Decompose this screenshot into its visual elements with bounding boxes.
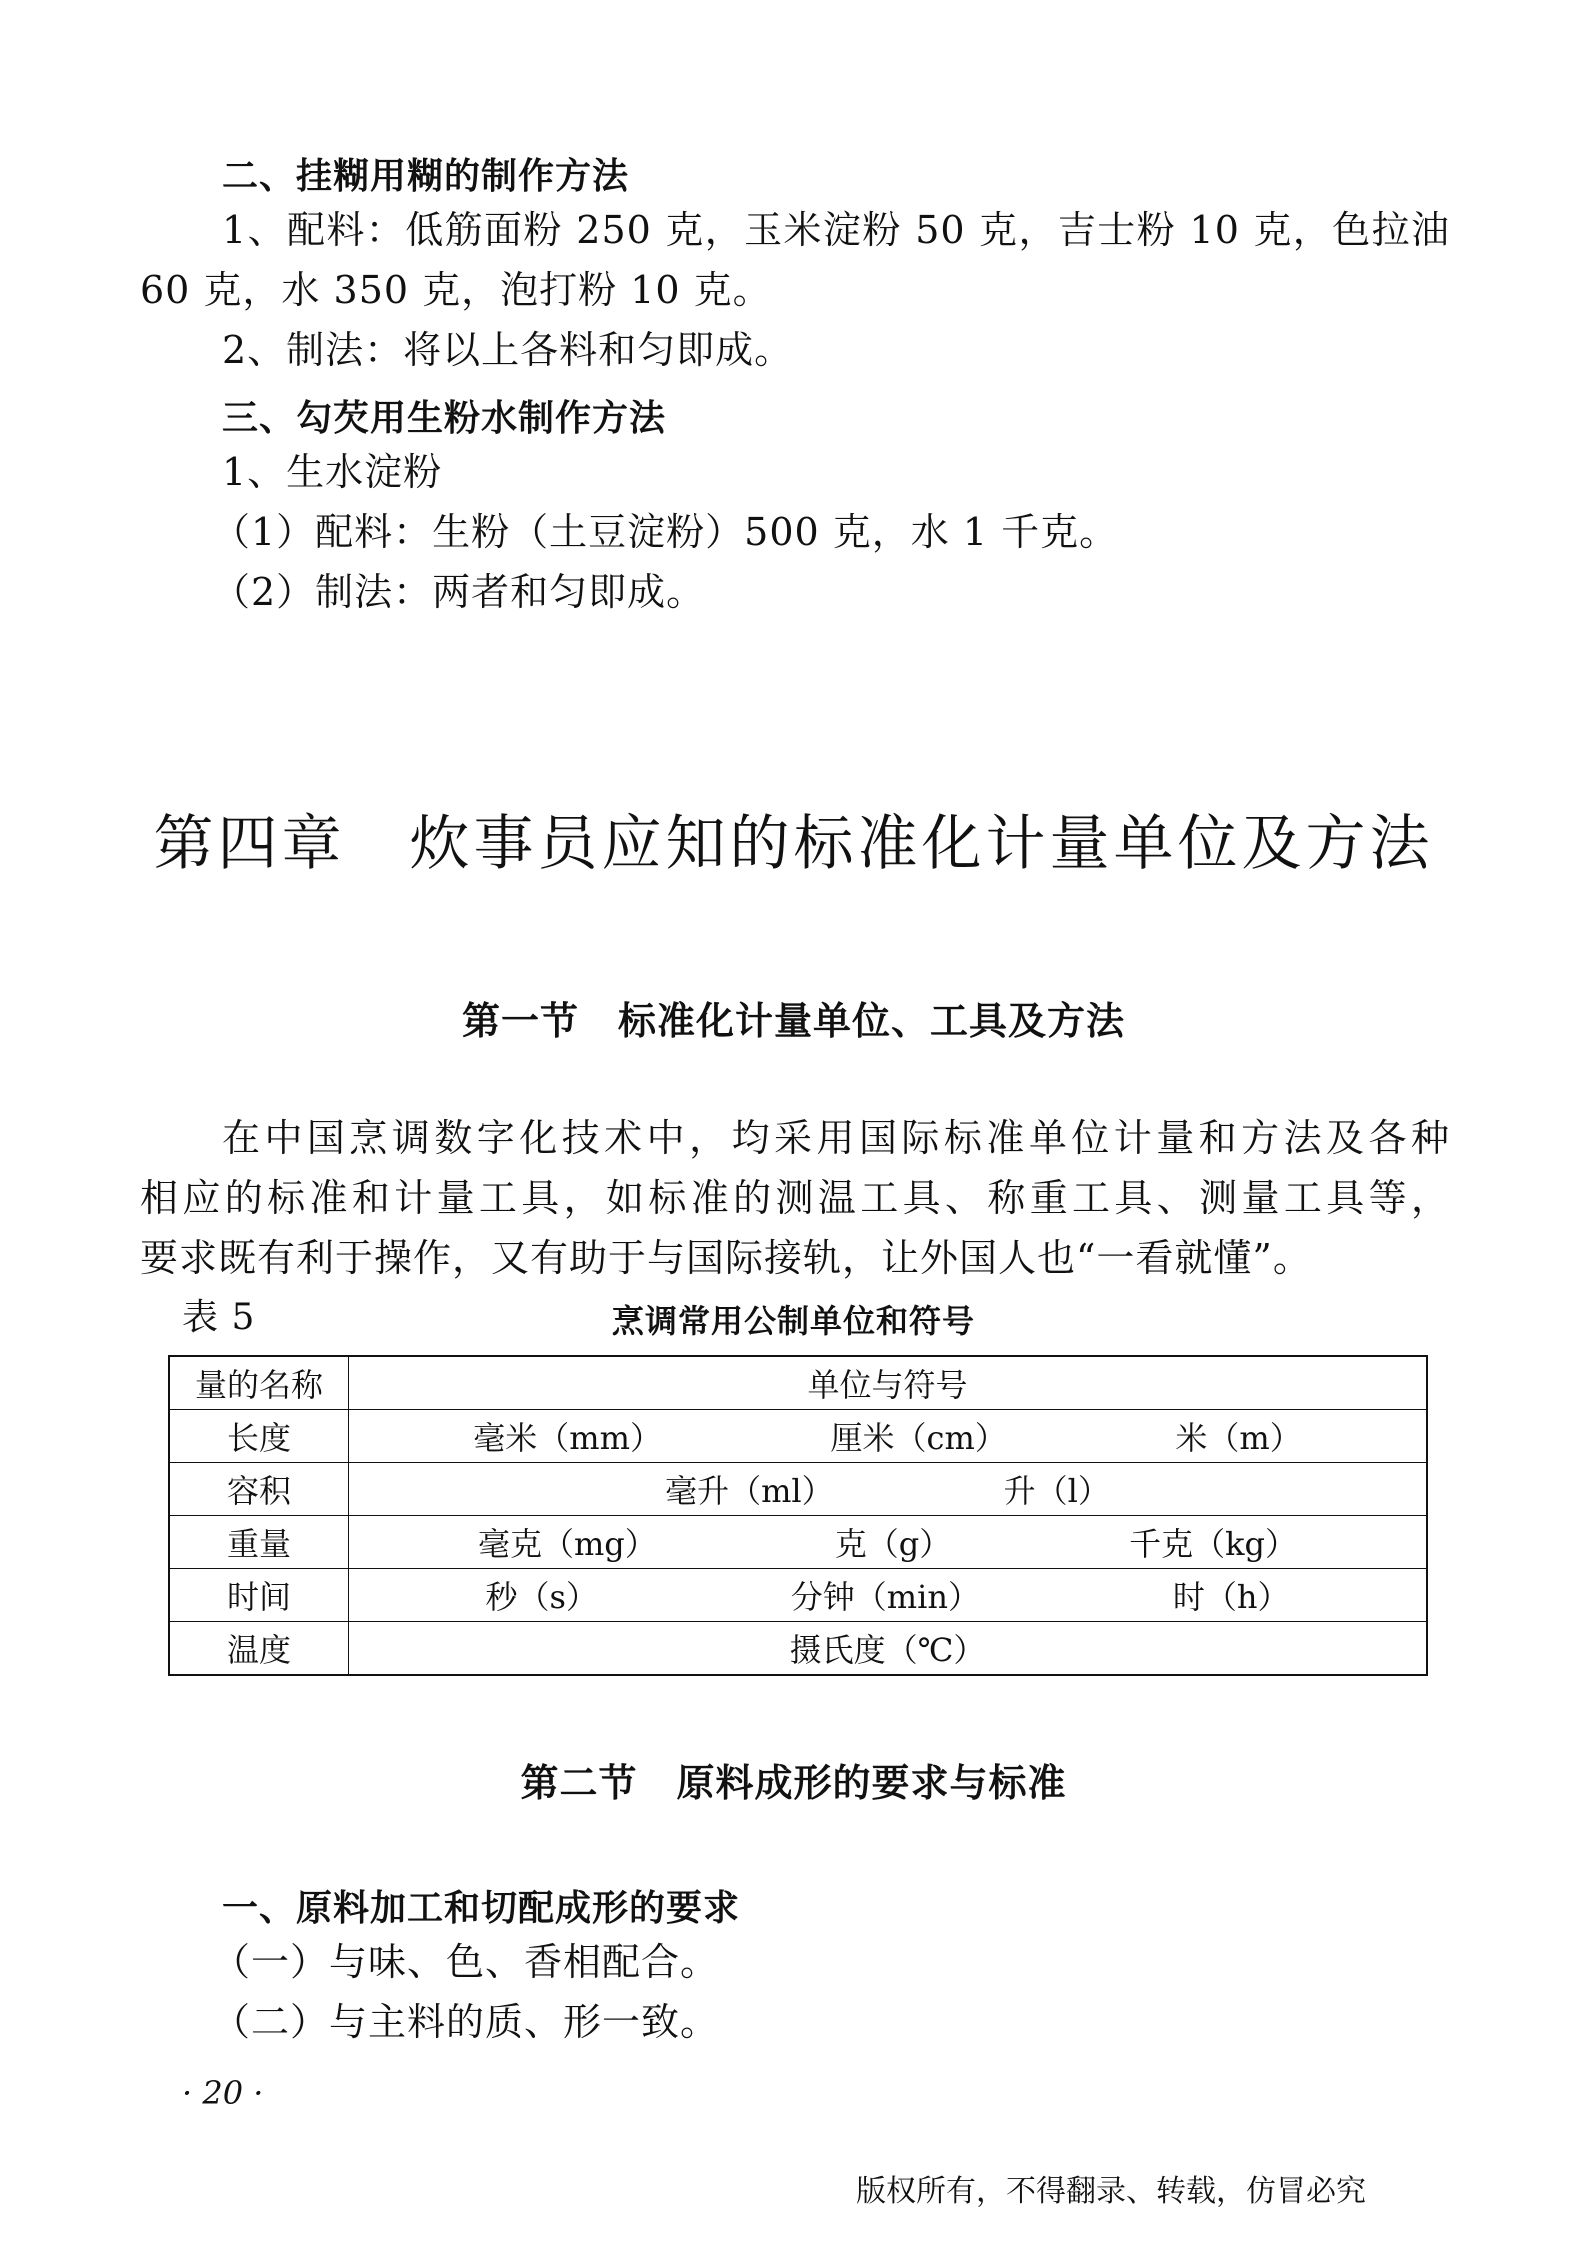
table-row: [169, 1410, 1427, 1463]
unit-cell: 时（h）: [1172, 1578, 1290, 1616]
row-name: 重量: [169, 1516, 349, 1569]
row-name: 温度: [169, 1622, 349, 1676]
paragraph-intro-line1: 在中国烹调数字化技术中，均采用国际标准单位计量和方法及各种: [222, 1116, 1450, 1160]
section-title-2: 第二节 原料成形的要求与标准: [520, 1760, 1067, 1805]
heading-cutting-requirements: 一、原料加工和切配成形的要求: [222, 1888, 741, 1929]
list-item-2: （二）与主料的质、形一致。: [212, 2000, 720, 2044]
paragraph-intro-line3: 要求既有利于操作，又有助于与国际接轨，让外国人也“一看就懂”。: [140, 1236, 1312, 1280]
paragraph-intro-line2: 相应的标准和计量工具，如标准的测温工具、称重工具、测量工具等，: [140, 1176, 1450, 1220]
unit-cell: 毫克（mg）: [477, 1525, 657, 1563]
paragraph-raw-starch: 1、生水淀粉: [222, 450, 443, 494]
header-units: 单位与符号: [349, 1356, 1428, 1410]
unit-cell: 厘米（cm）: [830, 1419, 1007, 1457]
unit-cell: 米（m）: [1175, 1419, 1302, 1457]
table-caption: 烹调常用公制单位和符号: [611, 1302, 975, 1340]
unit-cell: 千克（kg）: [1129, 1525, 1298, 1563]
table-row: [169, 1569, 1427, 1622]
paragraph-ingredients-line2: 60 克，水 350 克，泡打粉 10 克。: [140, 268, 772, 312]
table-row: [169, 1622, 1427, 1676]
header-quantity-name: 量的名称: [169, 1356, 349, 1410]
unit-cell: 分钟（min）: [790, 1578, 980, 1616]
paragraph-starch-method: （2）制法：两者和匀即成。: [212, 570, 706, 614]
unit-cell: 升（l）: [1003, 1472, 1110, 1510]
row-name: 容积: [169, 1463, 349, 1516]
paragraph-starch-ingredients: （1）配料：生粉（土豆淀粉）500 克，水 1 千克。: [212, 510, 1119, 554]
paragraph-method: 2、制法：将以上各料和匀即成。: [222, 328, 794, 372]
table-label: 表 5: [182, 1297, 256, 1338]
unit-cell: 毫米（mm）: [473, 1419, 662, 1457]
table-row: [169, 1516, 1427, 1569]
table-header-row: [169, 1356, 1427, 1410]
table-row: [169, 1463, 1427, 1516]
heading-starch-water: 三、勾芡用生粉水制作方法: [222, 398, 667, 439]
units-table: [168, 1355, 1428, 1676]
section-title-1: 第一节 标准化计量单位、工具及方法: [461, 998, 1125, 1043]
paragraph-ingredients-line1: 1、配料：低筋面粉 250 克，玉米淀粉 50 克，吉士粉 10 克，色拉油: [222, 208, 1450, 252]
page-number: · 20 ·: [182, 2074, 264, 2112]
copyright-notice: 版权所有，不得翻录、转载，仿冒必究: [856, 2174, 1366, 2209]
heading-batter: 二、挂糊用糊的制作方法: [222, 156, 630, 197]
row-name: 时间: [169, 1569, 349, 1622]
unit-cell: 摄氏度（℃）: [349, 1622, 1428, 1676]
row-name: 长度: [169, 1410, 349, 1463]
unit-cell: 毫升（ml）: [665, 1472, 834, 1510]
unit-cell: 秒（s）: [485, 1578, 598, 1616]
unit-cell: 克（g）: [834, 1525, 952, 1563]
list-item-1: （一）与味、色、香相配合。: [212, 1940, 720, 1984]
chapter-title: 第四章 炊事员应知的标准化计量单位及方法: [153, 809, 1434, 879]
